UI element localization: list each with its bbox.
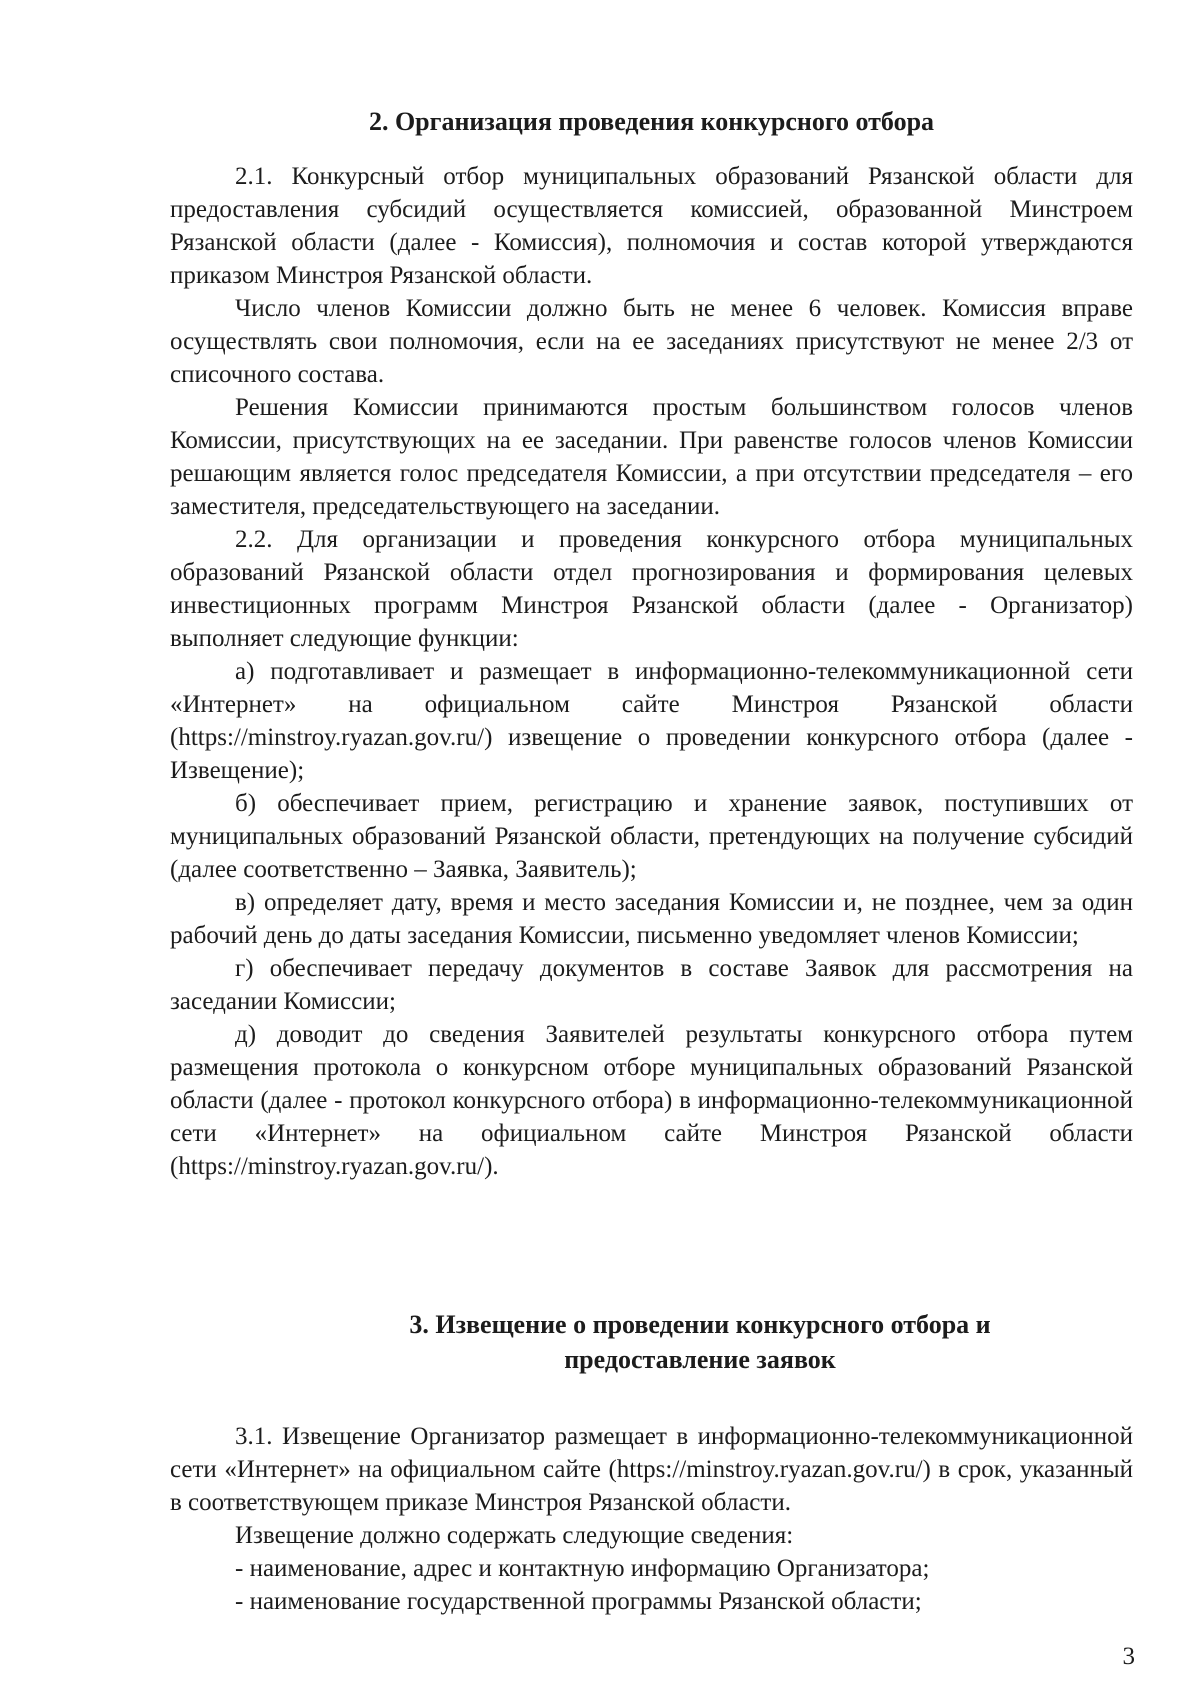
section-3-body	[170, 1420, 1133, 1618]
section-3-title-line-2: предоставление заявок	[564, 1345, 836, 1374]
list-item-v: в) определяет дату, время и место заседания Комиссии и, не позднее, чем за один рабочий день до даты заседания Комиссии, письменно уведомляет членов Комиссии;	[170, 889, 1133, 949]
list-item-d: д) доводит до сведения Заявителей результаты конкурсного отбора путем размещения протокола о конкурсном отборе муниципальных образований Рязанской области (далее - протокол конкурсного отбора) в информационно-телекоммуникационной сети «Интернет» на официальном сайте Минстроя Рязанской области (https://minstroy.ryazan.gov.ru/).	[170, 1021, 1133, 1180]
section-3-title-line-1: 3. Извещение о проведении конкурсного отбора и	[409, 1310, 991, 1339]
section-2-title: 2. Организация проведения конкурсного отбора	[368, 107, 935, 136]
list-item-b: б) обеспечивает прием, регистрацию и хранение заявок, поступивших от муниципальных образований Рязанской области, претендующих на получение субсидий (далее соответственно – Заявка, Заявитель);	[170, 790, 1133, 883]
list-item-g: г) обеспечивает передачу документов в составе Заявок для рассмотрения на заседании Комиссии;	[170, 955, 1133, 1015]
paragraph-commission-size: Число членов Комиссии должно быть не менее 6 человек. Комиссия вправе осуществлять свои полномочия, если на ее заседаниях присутствуют не менее 2/3 от списочного состава.	[170, 295, 1133, 388]
paragraph-notice-contents: Извещение должно содержать следующие сведения:	[235, 1522, 794, 1549]
section-2-body	[170, 160, 1133, 1183]
list-item-organizer-info: - наименование, адрес и контактную информацию Организатора;	[235, 1555, 930, 1582]
paragraph-2-2: 2.2. Для организации и проведения конкурсного отбора муниципальных образований Рязанской области отдел прогнозирования и формирования целевых инвестиционных программ Минстроя Рязанской области (далее - Организатор) выполняет следующие функции:	[170, 526, 1133, 652]
page-number: 3	[1122, 1643, 1135, 1670]
paragraph-2-1: 2.1. Конкурсный отбор муниципальных образований Рязанской области для предоставления субсидий осуществляется комиссией, образованной Минстроем Рязанской области (далее - Комиссия), полномочия и состав которой утверждаются приказом Минстроя Рязанской области.	[170, 163, 1133, 289]
list-item-a: а) подготавливает и размещает в информационно-телекоммуникационной сети «Интернет» на официальном сайте Минстроя Рязанской области (https://minstroy.ryazan.gov.ru/) извещение о проведении конкурсного отбора (далее - Извещение);	[170, 658, 1133, 784]
paragraph-commission-decisions: Решения Комиссии принимаются простым большинством голосов членов Комиссии, присутствующих на ее заседании. При равенстве голосов членов Комиссии решающим является голос председателя Комиссии, а при отсутствии председателя – его заместителя, председательствующего на заседании.	[170, 394, 1133, 520]
list-item-program-name: - наименование государственной программы Рязанской области;	[235, 1588, 922, 1615]
paragraph-3-1: 3.1. Извещение Организатор размещает в информационно-телекоммуникационной сети «Интернет» на официальном сайте (https://minstroy.ryazan.gov.ru/) в срок, указанный в соответствующем приказе Минстроя Рязанской области.	[170, 1423, 1133, 1516]
section-3-title	[320, 1307, 1080, 1377]
